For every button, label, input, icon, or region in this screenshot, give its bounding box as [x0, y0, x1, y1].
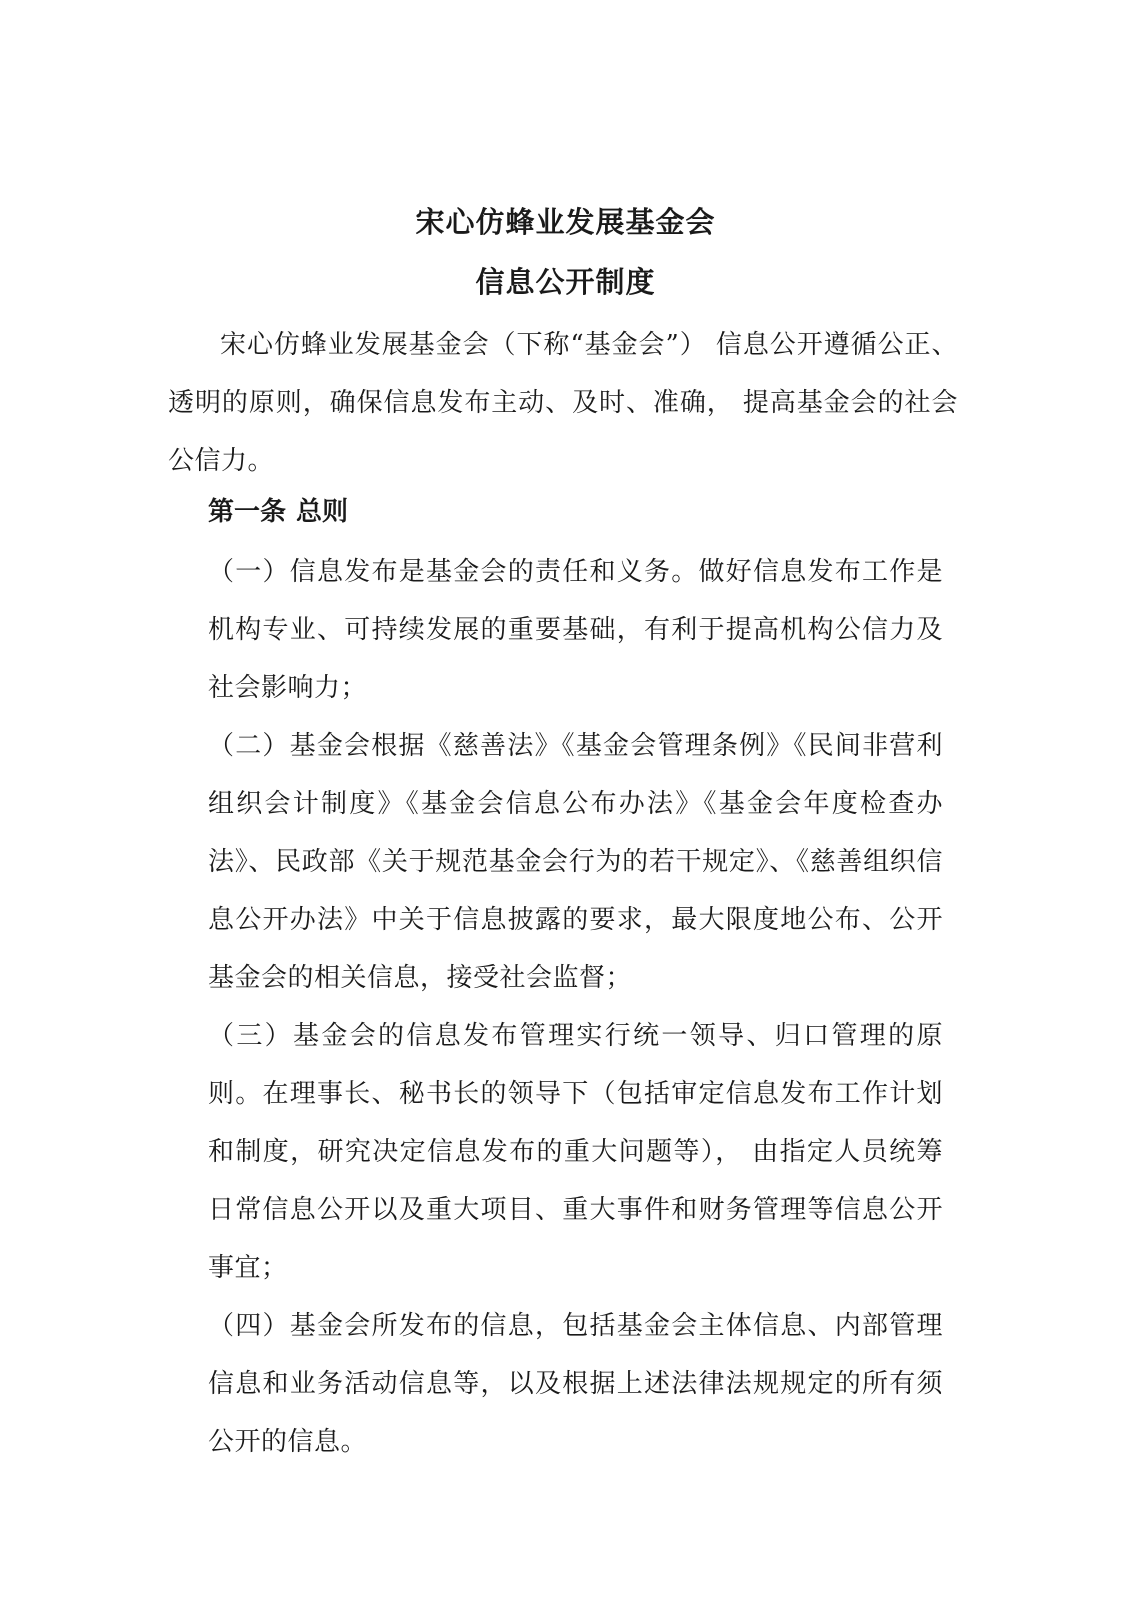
- article-heading: [208, 492, 348, 532]
- article-items: [208, 543, 943, 1471]
- document-title: 宋心仿蜂业发展基金会: [415, 205, 716, 239]
- article-item: （二）基金会根据《慈善法》《基金会管理条例》《民间非营利组织会计制度》《基金会信息公布办法》《基金会年度检查办法》、民政部《关于规范基金会行为的若干规定》、《慈善组织信息公开办法》中关于信息披露的要求，最大限度地公布、公开基金会的相关信息，接受社会监督；: [208, 731, 943, 993]
- article-item: （三）基金会的信息发布管理实行统一领导、归口管理的原则。在理事长、秘书长的领导下（包括审定信息发布工作计划和制度，研究决定信息发布的重大问题等）， 由指定人员统筹日常信息公开以及重大项目、重大事件和财务管理等信息公开事宜；: [208, 1021, 943, 1283]
- document-subtitle: 信息公开制度: [475, 265, 656, 299]
- article-item: （一）信息发布是基金会的责任和义务。做好信息发布工作是机构专业、可持续发展的重要基础，有利于提高机构公信力及社会影响力；: [208, 557, 943, 703]
- intro-paragraph: 宋心仿蜂业发展基金会（下称“基金会”） 信息公开遵循公正、透明的原则，确保信息发布主动、及时、准确， 提高基金会的社会公信力。: [168, 330, 958, 476]
- article-number: 第一条: [208, 497, 287, 527]
- article-item: （四）基金会所发布的信息，包括基金会主体信息、内部管理信息和业务活动信息等，以及根据上述法律法规规定的所有须公开的信息。: [208, 1311, 943, 1457]
- article-name: 总则: [296, 497, 349, 527]
